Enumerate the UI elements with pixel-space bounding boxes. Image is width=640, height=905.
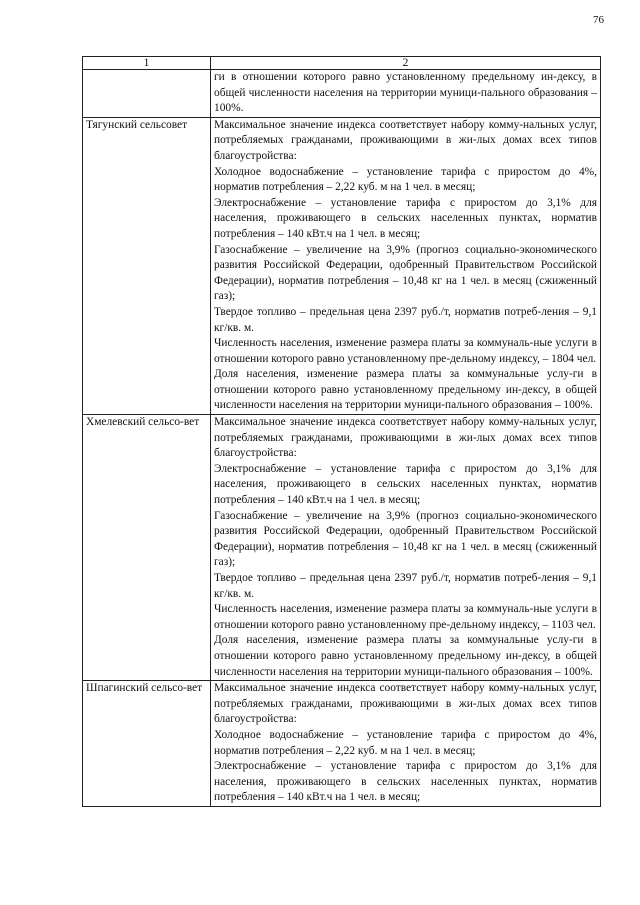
- description-paragraph: Газоснабжение – увеличение на 3,9% (прогноз социально-экономического развития Российской Федерации, одобренный Правительством Российской Федерации), норматив потребления – 10,48 кг на 1 чел. в месяц (сжиженный газ);: [214, 243, 597, 303]
- description-paragraph: Численность населения, изменение размера платы за коммуналь-ные услуги в отношении которого равно установленному пре-дельному индексу, – 1103 чел.: [214, 603, 597, 631]
- table-row: [83, 117, 601, 414]
- description-paragraph: Электроснабжение – установление тарифа с приростом до 3,1% для населения, проживающего в сельских населенных пунктах, норматив потребления – 140 кВт.ч на 1 чел. в месяц;: [214, 760, 597, 804]
- description-paragraph: Доля населения, изменение размера платы за коммунальные услу-ги в отношении которого равно установленному предельному ин-дексу, в общей численности населения на территории муници-пального образования – 100%.: [214, 368, 597, 412]
- description-paragraph: Твердое топливо – предельная цена 2397 руб./т, норматив потреб-ления – 9,1 кг/кв. м.: [214, 572, 597, 600]
- column-header-1: 1: [83, 57, 211, 70]
- settlement-name: Хмелевский сельсо-вет: [83, 415, 211, 681]
- description-paragraph: Максимальное значение индекса соответствует набору комму-нальных услуг, потребляемых гражданами, проживающими в жи-лых домах всех типов благоустройства:: [214, 416, 597, 460]
- municipal-index-table: [82, 56, 601, 807]
- settlement-name: [83, 70, 211, 118]
- description-paragraph: Холодное водоснабжение – установление тарифа с приростом до 4%, норматив потребления – 2,22 куб. м на 1 чел. в месяц;: [214, 728, 597, 757]
- settlement-name: Тягунский сельсовет: [83, 117, 211, 414]
- settlement-name: Шпагинский сельсо-вет: [83, 681, 211, 807]
- table-row: [83, 681, 601, 807]
- settlement-description: [211, 681, 601, 807]
- description-paragraph: Максимальное значение индекса соответствует набору комму-нальных услуг, потребляемых гражданами, проживающими в жи-лых домах всех типов благоустройства:: [214, 682, 597, 726]
- page-number: 76: [593, 14, 604, 26]
- table-row: [83, 415, 601, 681]
- description-paragraph: Холодное водоснабжение – установление тарифа с приростом до 4%, норматив потребления – 2,22 куб. м на 1 чел. в месяц;: [214, 165, 597, 194]
- table-header-row: [83, 57, 601, 70]
- settlement-description: [211, 117, 601, 414]
- column-header-2: 2: [211, 57, 601, 70]
- settlement-description: [211, 70, 601, 118]
- description-paragraph: Твердое топливо – предельная цена 2397 руб./т, норматив потреб-ления – 9,1 кг/кв. м.: [214, 305, 597, 334]
- description-paragraph: Электроснабжение – установление тарифа с приростом до 3,1% для населения, проживающего в сельских населенных пунктах, норматив потребления – 140 кВт.ч на 1 чел. в месяц;: [214, 196, 597, 240]
- description-paragraph: Доля населения, изменение размера платы за коммунальные услу-ги в отношении которого равно установленному предельному ин-дексу, в общей численности населения на территории муници-пального образования – 100%.: [214, 634, 597, 678]
- description-paragraph: ги в отношении которого равно установленному предельному ин-дексу, в общей численности населения на территории муници-пального образования – 100%.: [214, 71, 597, 115]
- table-row: [83, 70, 601, 118]
- settlement-description: [211, 415, 601, 681]
- description-paragraph: Электроснабжение – установление тарифа с приростом до 3,1% для населения, проживающего в сельских населенных пунктах, норматив потребления – 140 кВт.ч на 1 чел. в месяц;: [214, 462, 597, 507]
- description-paragraph: Газоснабжение – увеличение на 3,9% (прогноз социально-экономического развития Российской Федерации, одобренный Правительством Российской Федерации), норматив потребления – 10,48 кг на 1 чел. в месяц (сжиженный газ);: [214, 509, 597, 569]
- description-paragraph: Максимальное значение индекса соответствует набору комму-нальных услуг, потребляемых гражданами, проживающими в жи-лых домах всех типов благоустройства:: [214, 118, 597, 162]
- table-body: [83, 70, 601, 807]
- description-paragraph: Численность населения, изменение размера платы за коммуналь-ные услуги в отношении которого равно установленному пре-дельному индексу, – 1804 чел.: [214, 337, 597, 365]
